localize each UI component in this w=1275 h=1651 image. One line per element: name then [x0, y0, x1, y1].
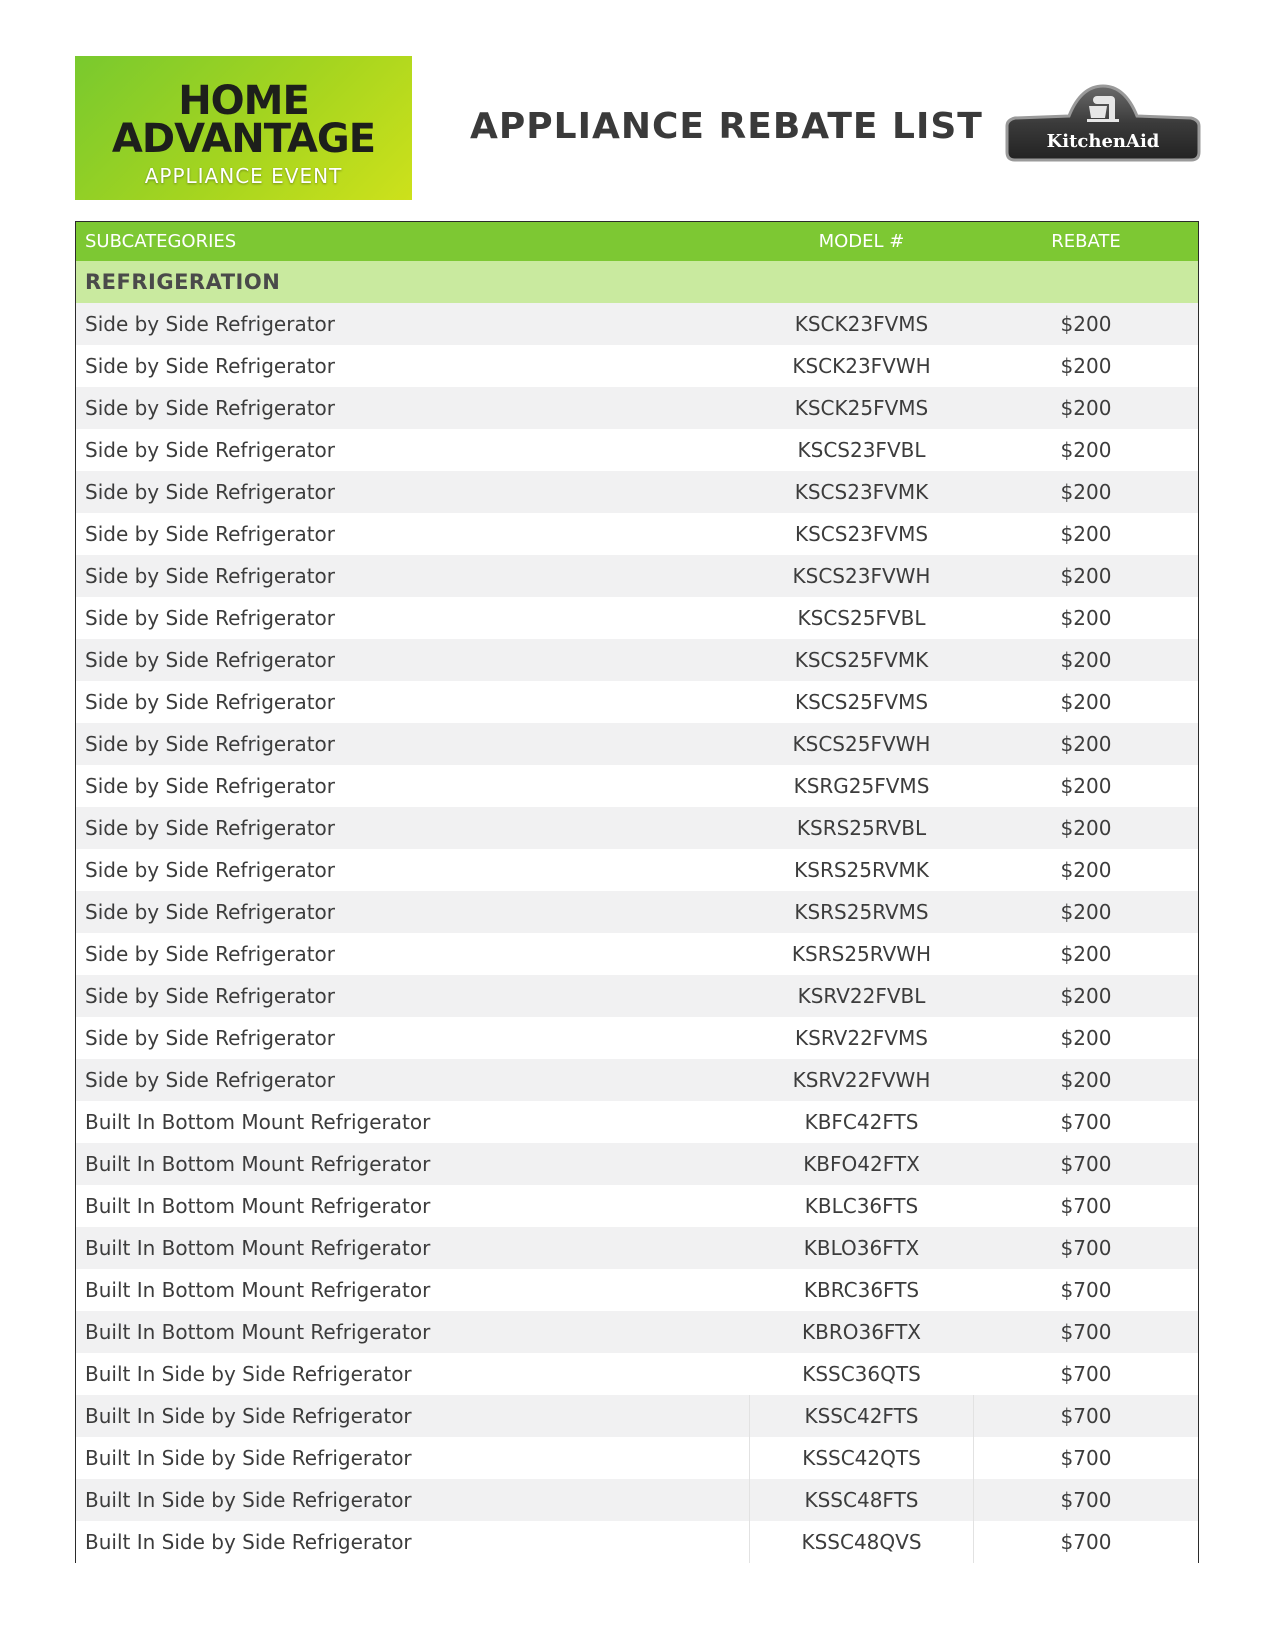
subcategory-cell: Side by Side Refrigerator — [85, 1068, 336, 1092]
subcategory-cell: Built In Bottom Mount Refrigerator — [85, 1194, 431, 1218]
table-row — [76, 1269, 1198, 1311]
rebate-cell: $200 — [1060, 942, 1112, 966]
model-cell: KSSC36QTS — [802, 1362, 921, 1386]
table-row — [76, 597, 1198, 639]
table-row — [76, 975, 1198, 1017]
rebate-cell: $200 — [1060, 354, 1112, 378]
model-cell: KBRC36FTS — [803, 1278, 920, 1302]
table-row — [76, 891, 1198, 933]
model-cell: KSCS25FVMS — [794, 690, 929, 714]
table-row — [76, 1353, 1198, 1395]
subcategory-cell: Built In Bottom Mount Refrigerator — [85, 1278, 431, 1302]
logo-line-home: HOME — [178, 78, 309, 124]
logo-line-appliance-event: APPLIANCE EVENT — [144, 164, 343, 188]
model-cell: KSRG25FVMS — [793, 774, 930, 798]
model-cell: KSCK23FVWH — [792, 354, 931, 378]
rebate-cell: $200 — [1060, 564, 1112, 588]
section-header: REFRIGERATION — [76, 261, 1198, 303]
rebate-cell: $200 — [1060, 732, 1112, 756]
header-rebate: REBATE — [1051, 231, 1121, 252]
model-cell: KBLO36FTX — [803, 1236, 920, 1260]
table-row — [76, 639, 1198, 681]
logo-line-advantage: ADVANTAGE — [111, 116, 376, 162]
subcategory-cell: Side by Side Refrigerator — [85, 816, 336, 840]
table-row — [76, 513, 1198, 555]
table-row — [76, 1185, 1198, 1227]
subcategory-cell: Side by Side Refrigerator — [85, 396, 336, 420]
subcategory-cell: Side by Side Refrigerator — [85, 480, 336, 504]
model-cell: KSCS23FVMK — [794, 480, 929, 504]
rebate-cell: $200 — [1060, 396, 1112, 420]
model-cell: KSCK23FVMS — [794, 312, 929, 336]
model-cell: KSCS25FVWH — [792, 732, 931, 756]
table-row — [76, 933, 1198, 975]
table-row — [76, 1479, 1198, 1521]
subcategory-cell: Side by Side Refrigerator — [85, 690, 336, 714]
rebate-cell: $700 — [1060, 1530, 1112, 1554]
rebate-cell: $700 — [1060, 1194, 1112, 1218]
table-row — [76, 1227, 1198, 1269]
table-row — [76, 1521, 1198, 1563]
subcategory-cell: Side by Side Refrigerator — [85, 900, 336, 924]
table-row — [76, 1395, 1198, 1437]
subcategory-cell: Built In Side by Side Refrigerator — [85, 1446, 412, 1470]
model-cell: KSCS23FVBL — [797, 438, 926, 462]
rebate-cell: $200 — [1060, 1068, 1112, 1092]
model-cell: KSCS25FVMK — [794, 648, 929, 672]
model-cell: KSSC48FTS — [749, 1479, 974, 1521]
rebate-cell: $700 — [1060, 1446, 1112, 1470]
subcategory-cell: Built In Bottom Mount Refrigerator — [85, 1110, 431, 1134]
model-cell: KBLC36FTS — [804, 1194, 919, 1218]
model-cell: KSRS25RVBL — [796, 816, 927, 840]
table-row — [76, 765, 1198, 807]
subcategory-cell: Side by Side Refrigerator — [85, 858, 336, 882]
model-cell: KSSC42FTS — [749, 1395, 974, 1437]
model-cell: KSCS23FVWH — [792, 564, 931, 588]
rebate-cell: $200 — [1060, 312, 1112, 336]
subcategory-cell: Side by Side Refrigerator — [85, 774, 336, 798]
header-model: MODEL # — [818, 231, 905, 252]
subcategory-cell: Built In Side by Side Refrigerator — [85, 1488, 412, 1512]
model-cell: KSCS23FVMS — [794, 522, 929, 546]
subcategory-cell: Side by Side Refrigerator — [85, 942, 336, 966]
subcategory-cell: Side by Side Refrigerator — [85, 732, 336, 756]
rebate-table — [75, 221, 1199, 1563]
table-row — [76, 555, 1198, 597]
table-row — [76, 1143, 1198, 1185]
home-advantage-logo — [75, 56, 412, 200]
subcategory-cell: Built In Bottom Mount Refrigerator — [85, 1320, 431, 1344]
rebate-cell: $200 — [1060, 648, 1112, 672]
table-row — [76, 849, 1198, 891]
rebate-cell: $200 — [1060, 774, 1112, 798]
rebate-cell: $200 — [1060, 690, 1112, 714]
header-subcategories: SUBCATEGORIES — [85, 231, 237, 252]
table-row — [76, 1311, 1198, 1353]
table-row — [76, 1101, 1198, 1143]
subcategory-cell: Side by Side Refrigerator — [85, 606, 336, 630]
table-body — [76, 303, 1198, 1563]
model-cell: KSCK25FVMS — [794, 396, 929, 420]
subcategory-cell: Side by Side Refrigerator — [85, 984, 336, 1008]
model-cell: KBFO42FTX — [803, 1152, 920, 1176]
subcategory-cell: Built In Bottom Mount Refrigerator — [85, 1236, 431, 1260]
subcategory-cell: Built In Side by Side Refrigerator — [85, 1530, 412, 1554]
table-header-row — [76, 222, 1198, 261]
rebate-cell: $200 — [1060, 984, 1112, 1008]
rebate-cell: $200 — [1060, 438, 1112, 462]
rebate-cell: $200 — [1060, 606, 1112, 630]
rebate-cell: $700 — [1060, 1110, 1112, 1134]
model-cell: KSSC42QTS — [749, 1437, 974, 1479]
table-row — [76, 807, 1198, 849]
model-cell: KSRV22FVWH — [792, 1068, 931, 1092]
rebate-cell: $700 — [1060, 1404, 1112, 1428]
model-cell: KSRS25RVWH — [791, 942, 932, 966]
subcategory-cell: Built In Bottom Mount Refrigerator — [85, 1152, 431, 1176]
table-row — [76, 303, 1198, 345]
rebate-cell: $700 — [1060, 1362, 1112, 1386]
rebate-cell: $700 — [1060, 1152, 1112, 1176]
table-row — [76, 1059, 1198, 1101]
model-cell: KSRS25RVMK — [794, 858, 929, 882]
table-row — [76, 1017, 1198, 1059]
subcategory-cell: Side by Side Refrigerator — [85, 522, 336, 546]
model-cell: KSSC48QVS — [749, 1521, 974, 1563]
table-row — [76, 471, 1198, 513]
model-cell: KSRV22FVMS — [795, 1026, 928, 1050]
model-cell: KBFC42FTS — [804, 1110, 919, 1134]
rebate-cell: $700 — [1060, 1488, 1112, 1512]
rebate-cell: $700 — [1060, 1320, 1112, 1344]
rebate-cell: $200 — [1060, 816, 1112, 840]
rebate-cell: $200 — [1060, 1026, 1112, 1050]
model-cell: KBRO36FTX — [802, 1320, 921, 1344]
page-title: APPLIANCE REBATE LIST — [470, 106, 983, 147]
kitchenaid-logo — [1003, 82, 1203, 168]
rebate-cell: $200 — [1060, 858, 1112, 882]
table-row — [76, 387, 1198, 429]
model-cell: KSRS25RVMS — [794, 900, 929, 924]
rebate-cell: $700 — [1060, 1236, 1112, 1260]
subcategory-cell: Side by Side Refrigerator — [85, 438, 336, 462]
subcategory-cell: Side by Side Refrigerator — [85, 648, 336, 672]
subcategory-cell: Side by Side Refrigerator — [85, 354, 336, 378]
subcategory-cell: Built In Side by Side Refrigerator — [85, 1404, 412, 1428]
table-row — [76, 1437, 1198, 1479]
rebate-cell: $700 — [1060, 1278, 1112, 1302]
rebate-cell: $200 — [1060, 900, 1112, 924]
subcategory-cell: Side by Side Refrigerator — [85, 1026, 336, 1050]
model-cell: KSCS25FVBL — [797, 606, 926, 630]
rebate-cell: $200 — [1060, 522, 1112, 546]
model-cell: KSRV22FVBL — [797, 984, 926, 1008]
kitchenaid-wordmark: KitchenAid — [1046, 131, 1160, 152]
subcategory-cell: Side by Side Refrigerator — [85, 312, 336, 336]
table-row — [76, 429, 1198, 471]
table-row — [76, 345, 1198, 387]
subcategory-cell: Built In Side by Side Refrigerator — [85, 1362, 412, 1386]
subcategory-cell: Side by Side Refrigerator — [85, 564, 336, 588]
table-row — [76, 681, 1198, 723]
table-row — [76, 723, 1198, 765]
rebate-cell: $200 — [1060, 480, 1112, 504]
